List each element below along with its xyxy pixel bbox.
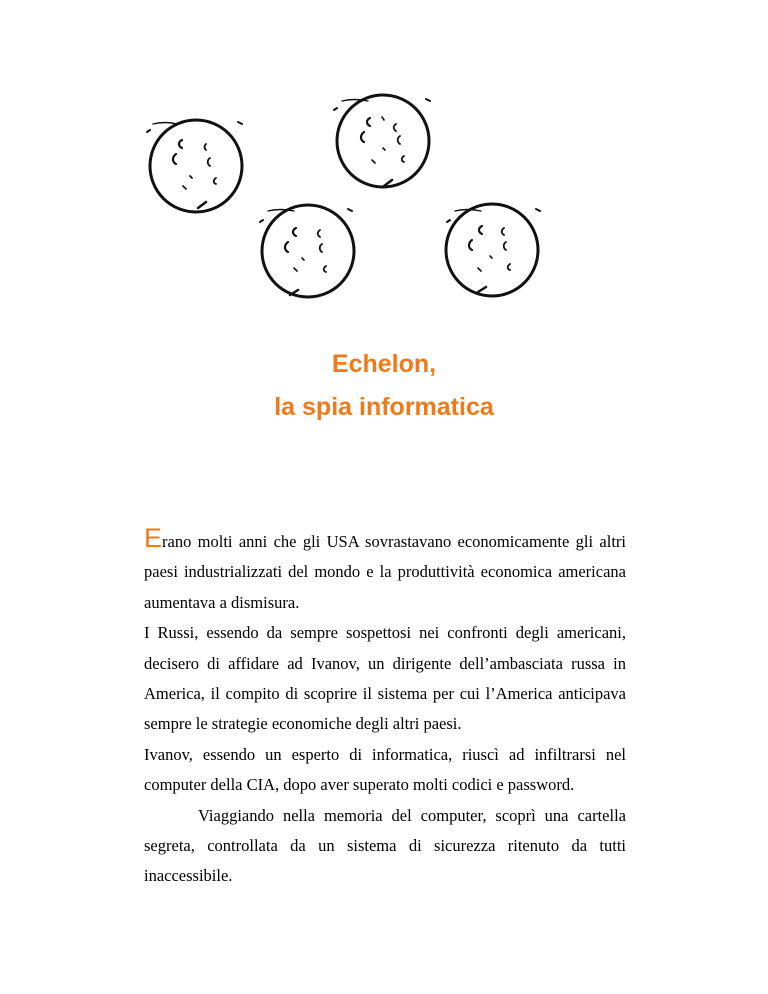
paragraph-3: Ivanov, essendo un esperto di informatica, riuscì ad infiltrarsi nel computer della CIA, dopo aver superato molti codici e password. — [144, 744, 626, 795]
drop-cap: E — [144, 523, 163, 553]
story-body — [144, 523, 626, 892]
sketch-circle-icon — [147, 120, 242, 212]
paragraph-1-text: rano molti anni che gli USA sovrastavano economicamente gli altri paesi industrializzati del mondo e la produttività economica americana aumentava a dismisura. — [144, 532, 626, 612]
sketch-circle-icon — [260, 205, 354, 297]
sketch-circle-icon — [334, 95, 430, 187]
paragraph-2: I Russi, essendo da sempre sospettosi nei confronti degli americani, decisero di affidare ad Ivanov, un dirigente dell’ambasciata russa in America, il compito di scoprire il sistema per cui l’America anticipava sempre le strategie economiche degli altri paesi. — [144, 623, 626, 734]
sketch-illustration — [0, 0, 768, 310]
paragraph-1 — [144, 523, 626, 618]
title-line-2: la spia informatica — [274, 393, 494, 421]
paragraph-4: Viaggiando nella memoria del computer, scoprì una cartella segreta, controllata da un sistema di sicurezza ritenuto da tutti inaccessibile. — [144, 805, 626, 886]
sketch-circle-icon — [446, 204, 540, 296]
title-line-1: Echelon, — [331, 350, 437, 378]
